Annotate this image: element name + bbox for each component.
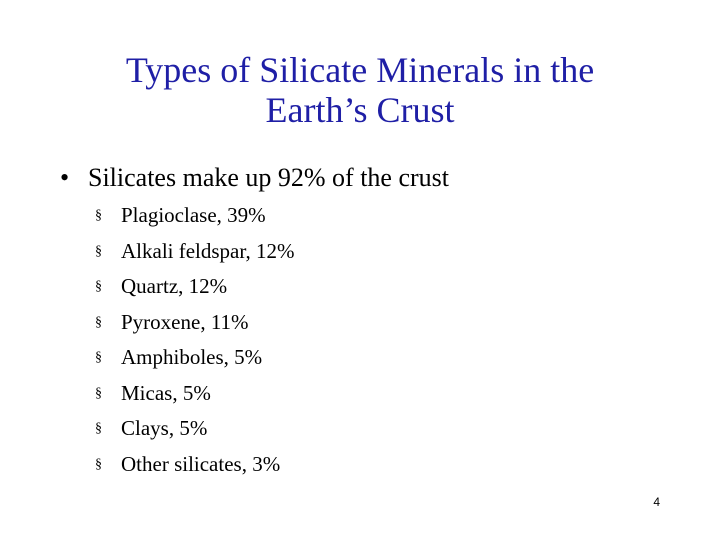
list-item-text: Alkali feldspar, 12% bbox=[121, 238, 295, 263]
bullet-dot-icon: • bbox=[60, 163, 70, 192]
list-item-text: Micas, 5% bbox=[121, 380, 211, 405]
section-sign-bullet-icon: § bbox=[95, 350, 102, 365]
sub-bullet-list bbox=[95, 198, 295, 482]
list-item-text: Quartz, 12% bbox=[121, 274, 228, 298]
list-item bbox=[95, 340, 295, 376]
slide-title bbox=[40, 50, 680, 130]
section-sign-bullet-icon: § bbox=[95, 314, 102, 330]
list-item bbox=[95, 376, 295, 412]
list-item bbox=[95, 198, 295, 234]
list-item-text: Amphiboles, 5% bbox=[121, 345, 263, 369]
section-sign-bullet-icon: § bbox=[95, 243, 102, 259]
title-line-2: Earth’s Crust bbox=[265, 90, 455, 130]
section-sign-bullet-icon: § bbox=[95, 421, 102, 436]
list-item bbox=[95, 447, 295, 483]
section-sign-bullet-icon: § bbox=[95, 279, 102, 294]
list-item bbox=[95, 305, 295, 341]
list-item bbox=[95, 411, 295, 447]
list-item bbox=[95, 234, 295, 270]
list-item-text: Pyroxene, 11% bbox=[121, 309, 249, 334]
list-item bbox=[95, 269, 295, 305]
list-item-text: Plagioclase, 39% bbox=[121, 203, 266, 227]
section-sign-bullet-icon: § bbox=[95, 208, 102, 223]
main-bullet-text: Silicates make up 92% of the crust bbox=[88, 163, 450, 192]
title-line-1: Types of Silicate Minerals in the bbox=[125, 50, 595, 90]
list-item-text: Clays, 5% bbox=[121, 416, 208, 440]
main-bullet bbox=[60, 160, 449, 196]
list-item-text: Other silicates, 3% bbox=[121, 451, 281, 476]
page-number: 4 bbox=[653, 495, 660, 509]
section-sign-bullet-icon: § bbox=[95, 385, 102, 401]
section-sign-bullet-icon: § bbox=[95, 456, 102, 472]
